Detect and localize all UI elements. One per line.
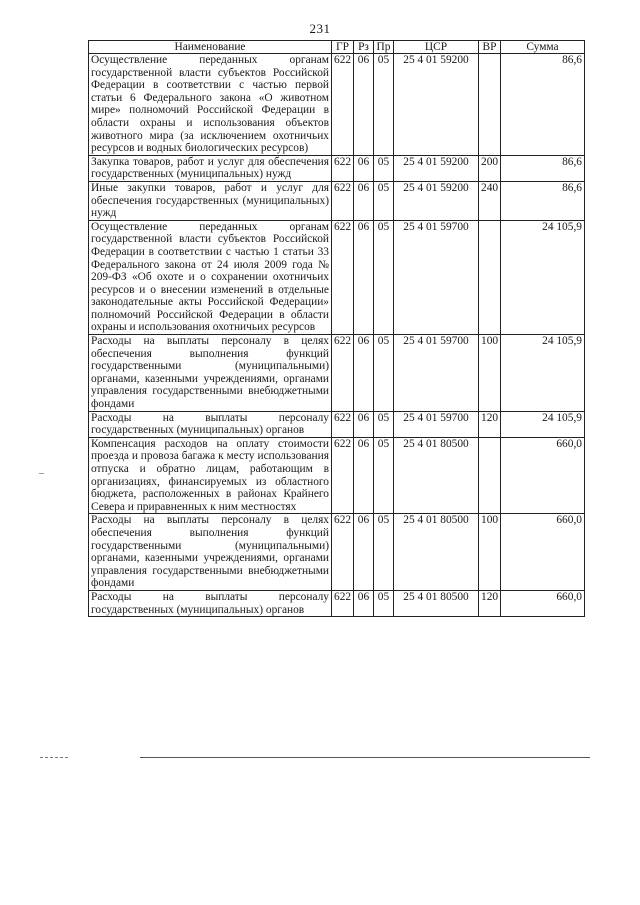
- budget-table: [88, 40, 585, 617]
- row-csr: 25 4 01 59200: [394, 54, 479, 156]
- row-csr: 25 4 01 59200: [394, 181, 479, 220]
- row-gr: 622: [332, 335, 354, 412]
- row-sum: 24 105,9: [501, 335, 585, 412]
- row-gr: 622: [332, 590, 354, 616]
- row-rz: 06: [354, 437, 374, 514]
- row-csr: 25 4 01 59700: [394, 335, 479, 412]
- table-row: [89, 155, 585, 181]
- table-row: [89, 437, 585, 514]
- row-csr: 25 4 01 80500: [394, 590, 479, 616]
- row-name: Компенсация расходов на оплату стоимости проезда и провоза багажа к месту использования отпуска и обратно лицам, работающим в организациях, финансируемых из областного бюджета, расположенных в районах Крайнего Севера и приравненных к ним местностях: [89, 437, 332, 514]
- row-pr: 05: [374, 155, 394, 181]
- row-rz: 06: [354, 514, 374, 591]
- table-row: [89, 590, 585, 616]
- header-rz: Рз: [354, 41, 374, 54]
- row-sum: 660,0: [501, 590, 585, 616]
- header-sum: Сумма: [501, 41, 585, 54]
- page-number: 231: [309, 21, 331, 36]
- row-sum: 86,6: [501, 54, 585, 156]
- table-row: [89, 335, 585, 412]
- row-rz: 06: [354, 590, 374, 616]
- row-pr: 05: [374, 220, 394, 334]
- row-vr: [479, 54, 501, 156]
- header-pr: Пр: [374, 41, 394, 54]
- row-name: Расходы на выплаты персоналу в целях обеспечения выполнения функций государственными (муниципальными) органами, казенными учреждениями, органами управления государственными внебюджетными фондами: [89, 514, 332, 591]
- row-csr: 25 4 01 59700: [394, 411, 479, 437]
- row-csr: 25 4 01 59200: [394, 155, 479, 181]
- row-gr: 622: [332, 514, 354, 591]
- row-csr: 25 4 01 80500: [394, 514, 479, 591]
- row-name: Расходы на выплаты персоналу в целях обеспечения выполнения функций государственными (муниципальными) органами, казенными учреждениями, органами управления государственными внебюджетными фондами: [89, 335, 332, 412]
- row-vr: [479, 437, 501, 514]
- row-name: Иные закупки товаров, работ и услуг для обеспечения государственных (муниципальных) нужд: [89, 181, 332, 220]
- row-vr: 120: [479, 411, 501, 437]
- row-name: Расходы на выплаты персоналу государственных (муниципальных) органов: [89, 590, 332, 616]
- row-rz: 06: [354, 181, 374, 220]
- row-vr: 200: [479, 155, 501, 181]
- row-gr: 622: [332, 411, 354, 437]
- scan-rule-left: [40, 757, 68, 758]
- row-sum: 660,0: [501, 514, 585, 591]
- table-row: [89, 54, 585, 156]
- header-csr: ЦСР: [394, 41, 479, 54]
- header-gr: ГР: [332, 41, 354, 54]
- row-vr: 100: [479, 335, 501, 412]
- row-vr: 100: [479, 514, 501, 591]
- scan-rule-right: [140, 757, 590, 758]
- row-pr: 05: [374, 437, 394, 514]
- row-pr: 05: [374, 411, 394, 437]
- row-rz: 06: [354, 155, 374, 181]
- row-rz: 06: [354, 335, 374, 412]
- scan-mark: –: [39, 468, 44, 479]
- table-row: [89, 181, 585, 220]
- row-sum: 86,6: [501, 155, 585, 181]
- row-sum: 24 105,9: [501, 411, 585, 437]
- row-rz: 06: [354, 54, 374, 156]
- header-vr: ВР: [479, 41, 501, 54]
- table-header-row: [89, 41, 585, 54]
- row-csr: 25 4 01 59700: [394, 220, 479, 334]
- row-gr: 622: [332, 437, 354, 514]
- row-name: Закупка товаров, работ и услуг для обеспечения государственных (муниципальных) нужд: [89, 155, 332, 181]
- row-rz: 06: [354, 411, 374, 437]
- table-row: [89, 514, 585, 591]
- table-row: [89, 411, 585, 437]
- row-pr: 05: [374, 590, 394, 616]
- row-vr: [479, 220, 501, 334]
- row-pr: 05: [374, 181, 394, 220]
- row-gr: 622: [332, 220, 354, 334]
- row-pr: 05: [374, 514, 394, 591]
- row-vr: 240: [479, 181, 501, 220]
- row-csr: 25 4 01 80500: [394, 437, 479, 514]
- header-name: Наименование: [89, 41, 332, 54]
- row-name: Осуществление переданных органам государственной власти субъектов Российской Федерации в соответствии с частью 1 статьи 33 Федерального закона от 24 июля 2009 года № 209-ФЗ «Об охоте и о сохранении охотничьих ресурсов и о внесении изменений в отдельные законодательные акты Российской Федерации» полномочий Российской Федерации в области охраны и использования охотничьих ресурсов: [89, 220, 332, 334]
- row-gr: 622: [332, 181, 354, 220]
- row-gr: 622: [332, 54, 354, 156]
- row-vr: 120: [479, 590, 501, 616]
- row-sum: 660,0: [501, 437, 585, 514]
- row-sum: 24 105,9: [501, 220, 585, 334]
- row-sum: 86,6: [501, 181, 585, 220]
- row-pr: 05: [374, 335, 394, 412]
- row-name: Осуществление переданных органам государственной власти субъектов Российской Федерации в соответствии с частью первой статьи 6 Федерального закона «О животном мире» полномочий Российской Федерации в области охраны и использования объектов животного мира (за исключением охотничьих ресурсов и водных биологических ресурсов): [89, 54, 332, 156]
- row-pr: 05: [374, 54, 394, 156]
- table-row: [89, 220, 585, 334]
- row-name: Расходы на выплаты персоналу государственных (муниципальных) органов: [89, 411, 332, 437]
- row-gr: 622: [332, 155, 354, 181]
- row-rz: 06: [354, 220, 374, 334]
